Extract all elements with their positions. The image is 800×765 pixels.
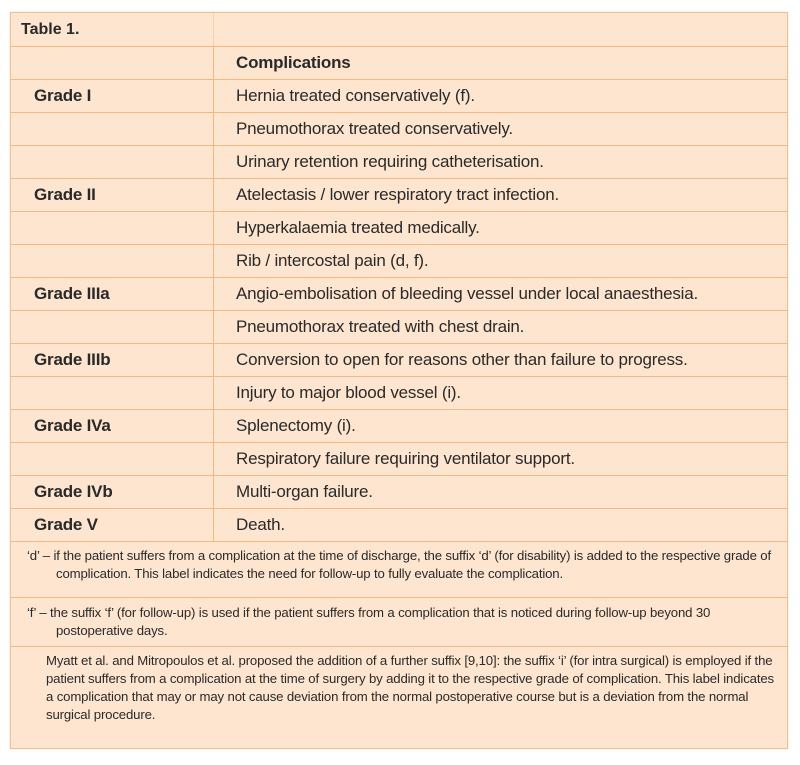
table-row	[11, 212, 787, 245]
complication-cell: Hyperkalaemia treated medically.	[236, 218, 480, 237]
grade-cell	[11, 146, 214, 178]
grade-cell: Grade V	[11, 509, 214, 541]
grade-cell	[11, 443, 214, 475]
complication-cell: Rib / intercostal pain (d, f).	[236, 251, 429, 270]
header-empty-cell	[11, 47, 214, 79]
complication-cell: Angio-embolisation of bleeding vessel under local anaesthesia.	[236, 284, 699, 303]
table-row	[11, 443, 787, 476]
table-row	[11, 509, 787, 542]
grade-cell: Grade IVb	[11, 476, 214, 508]
table-row	[11, 377, 787, 410]
grade-cell: Grade IIIb	[11, 344, 214, 376]
complication-cell: Multi-organ failure.	[236, 482, 373, 501]
complication-cell: Urinary retention requiring catheterisation.	[236, 152, 544, 171]
complication-cell: Pneumothorax treated conservatively.	[236, 119, 513, 138]
complication-cell: Atelectasis / lower respiratory tract infection.	[236, 185, 559, 204]
complication-cell: Hernia treated conservatively (f).	[236, 86, 475, 105]
grade-cell	[11, 212, 214, 244]
grade-cell: Grade I	[11, 80, 214, 112]
table-row	[11, 179, 787, 212]
complication-cell: Conversion to open for reasons other than failure to progress.	[236, 350, 688, 369]
footnote-i-text: Myatt et al. and Mitropoulos et al. proposed the addition of a further suffix [9,10]: the suffix ‘i’ (for intra surgical) is employed if the patient suffers from a complication at the time of surgery by adding it to the respective grade of complication. This label indicates a complication that may or may not cause deviation from the normal postoperative course but is a deviation from the normal surgical procedure.	[46, 653, 774, 722]
table-row	[11, 146, 787, 179]
grade-cell	[11, 245, 214, 277]
table-row	[11, 344, 787, 377]
footnote-d	[11, 542, 787, 598]
table-row	[11, 410, 787, 443]
table-title-row	[11, 13, 787, 47]
complication-cell: Injury to major blood vessel (i).	[236, 383, 461, 402]
grade-cell	[11, 377, 214, 409]
table-row	[11, 245, 787, 278]
footnote-d-text: ‘d’ – if the patient suffers from a complication at the time of discharge, the suffix ‘d’ (for disability) is added to the respective grade of complication. This label indicates the need for follow-up to fully evaluate the complication.	[27, 548, 771, 581]
table-header-row	[11, 47, 787, 80]
table-row	[11, 278, 787, 311]
grade-cell: Grade II	[11, 179, 214, 211]
footnote-f-text: ‘f’ – the suffix ‘f’ (for follow-up) is used if the patient suffers from a complication that is noticed during follow-up beyond 30 postoperative days.	[27, 605, 711, 638]
table-row	[11, 476, 787, 509]
table-row	[11, 311, 787, 344]
column-header-complications: Complications	[236, 53, 351, 72]
complication-cell: Death.	[236, 515, 285, 534]
table-title-empty-cell	[214, 13, 787, 46]
table-row	[11, 113, 787, 146]
table-row	[11, 80, 787, 113]
complication-cell: Splenectomy (i).	[236, 416, 356, 435]
footnote-i	[11, 647, 787, 748]
complications-table	[10, 12, 788, 749]
table-title: Table 1.	[11, 13, 214, 46]
grade-cell	[11, 311, 214, 343]
grade-cell: Grade IVa	[11, 410, 214, 442]
grade-cell: Grade IIIa	[11, 278, 214, 310]
complication-cell: Respiratory failure requiring ventilator support.	[236, 449, 575, 468]
footnote-f	[11, 598, 787, 647]
complication-cell: Pneumothorax treated with chest drain.	[236, 317, 525, 336]
grade-cell	[11, 113, 214, 145]
